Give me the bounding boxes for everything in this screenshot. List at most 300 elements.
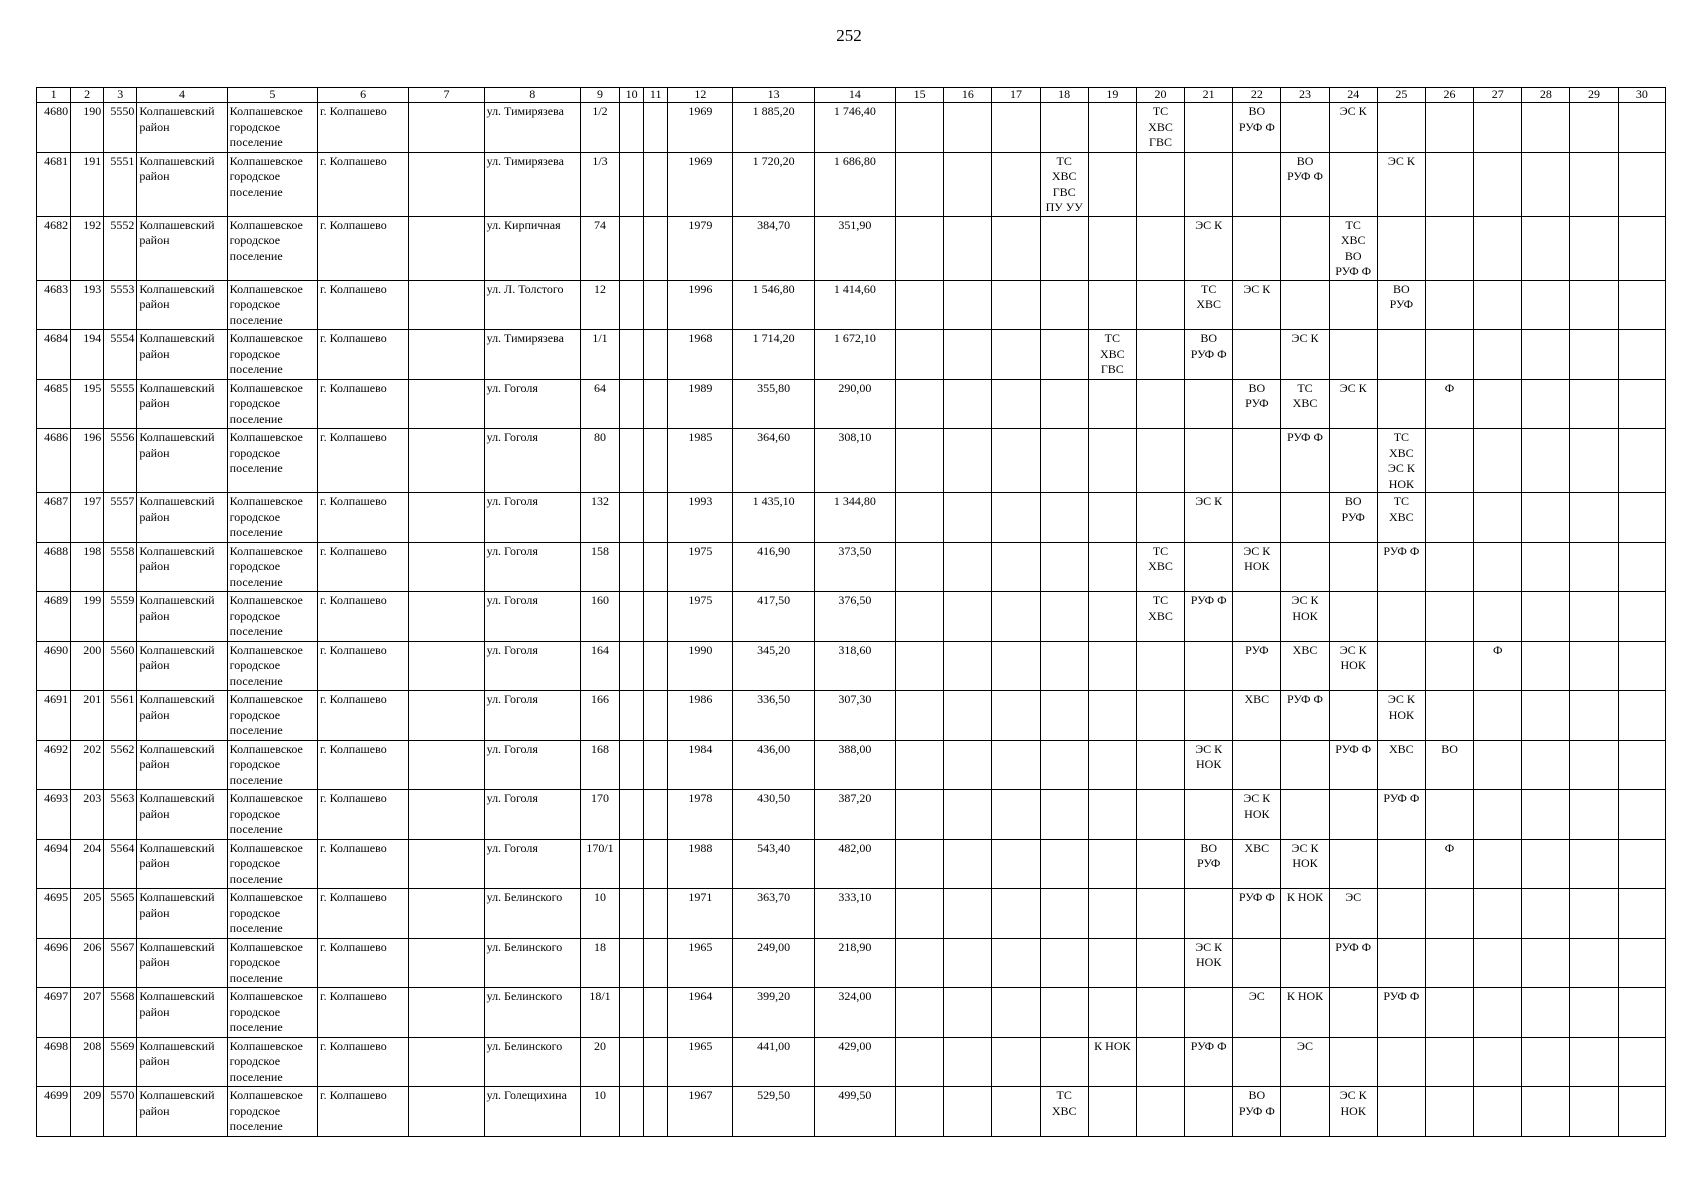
service-cell-col-25 (1377, 938, 1425, 988)
settlement-cell: Колпашевское городское поселение (227, 839, 317, 889)
service-cell-col-20: ТС ХВС (1136, 542, 1184, 592)
table-row (37, 839, 1666, 889)
column-header-17: 17 (992, 88, 1040, 103)
street-cell: ул. Гоголя (484, 429, 580, 493)
registry-id: 5565 (104, 889, 137, 939)
locality-cell: г. Колпашево (318, 691, 409, 741)
registry-id: 5556 (104, 429, 137, 493)
service-cell-col-24: ЭС К (1329, 103, 1377, 153)
locality-cell: г. Колпашево (318, 1087, 409, 1137)
table-row (37, 641, 1666, 691)
service-cell-col-19 (1088, 542, 1136, 592)
row-number: 4680 (37, 103, 71, 153)
service-cell-col-15 (896, 938, 944, 988)
empty-cell-11 (644, 641, 668, 691)
service-cell-col-20 (1136, 988, 1184, 1038)
living-area-cell: 318,60 (814, 641, 895, 691)
empty-cell-10 (620, 152, 644, 216)
service-cell-col-20 (1136, 152, 1184, 216)
settlement-cell: Колпашевское городское поселение (227, 938, 317, 988)
service-cell-col-18: ТС ХВС (1040, 1087, 1088, 1137)
service-cell-col-22: ЭС К НОК (1233, 542, 1281, 592)
service-cell-col-16 (944, 379, 992, 429)
service-cell-col-21 (1185, 152, 1233, 216)
empty-cell-10 (620, 691, 644, 741)
year-built-cell: 1968 (668, 330, 733, 380)
service-cell-col-29 (1570, 938, 1618, 988)
service-cell-col-25 (1377, 1037, 1425, 1087)
service-cell-col-17 (992, 493, 1040, 543)
service-cell-col-29 (1570, 988, 1618, 1038)
row-number: 4691 (37, 691, 71, 741)
year-built-cell: 1965 (668, 938, 733, 988)
empty-cell-10 (620, 542, 644, 592)
service-cell-col-24 (1329, 429, 1377, 493)
service-cell-col-30 (1618, 1087, 1665, 1137)
service-cell-col-20 (1136, 216, 1184, 280)
registry-id: 5563 (104, 790, 137, 840)
registry-id: 5555 (104, 379, 137, 429)
street-cell: ул. Тимирязева (484, 103, 580, 153)
empty-cell-7 (409, 839, 484, 889)
service-cell-col-29 (1570, 790, 1618, 840)
living-area-cell: 373,50 (814, 542, 895, 592)
district-cell: Колпашевский район (137, 152, 227, 216)
locality-cell: г. Колпашево (318, 592, 409, 642)
sub-number: 200 (71, 641, 104, 691)
sub-number: 191 (71, 152, 104, 216)
service-cell-col-26 (1425, 988, 1473, 1038)
service-cell-col-29 (1570, 330, 1618, 380)
service-cell-col-28 (1522, 493, 1570, 543)
total-area-cell: 436,00 (733, 740, 814, 790)
service-cell-col-29 (1570, 542, 1618, 592)
service-cell-col-23 (1281, 938, 1329, 988)
service-cell-col-19 (1088, 152, 1136, 216)
service-cell-col-19 (1088, 379, 1136, 429)
house-number-cell: 158 (580, 542, 619, 592)
house-number-cell: 170/1 (580, 839, 619, 889)
house-number-cell: 166 (580, 691, 619, 741)
empty-cell-7 (409, 429, 484, 493)
locality-cell: г. Колпашево (318, 938, 409, 988)
service-cell-col-30 (1618, 216, 1665, 280)
empty-cell-7 (409, 280, 484, 330)
house-number-cell: 132 (580, 493, 619, 543)
service-cell-col-24: ЭС К (1329, 379, 1377, 429)
row-number: 4687 (37, 493, 71, 543)
sub-number: 204 (71, 839, 104, 889)
row-number: 4683 (37, 280, 71, 330)
table-row (37, 938, 1666, 988)
service-cell-col-24: ЭС К НОК (1329, 1087, 1377, 1137)
service-cell-col-28 (1522, 1087, 1570, 1137)
service-cell-col-21 (1185, 379, 1233, 429)
living-area-cell: 429,00 (814, 1037, 895, 1087)
registry-id: 5569 (104, 1037, 137, 1087)
service-cell-col-24 (1329, 152, 1377, 216)
total-area-cell: 345,20 (733, 641, 814, 691)
service-cell-col-21: ВО РУФ (1185, 839, 1233, 889)
service-cell-col-17 (992, 988, 1040, 1038)
living-area-cell: 308,10 (814, 429, 895, 493)
service-cell-col-30 (1618, 592, 1665, 642)
service-cell-col-28 (1522, 1037, 1570, 1087)
service-cell-col-27 (1474, 493, 1522, 543)
sub-number: 209 (71, 1087, 104, 1137)
street-cell: ул. Гоголя (484, 839, 580, 889)
service-cell-col-25 (1377, 330, 1425, 380)
service-cell-col-15 (896, 542, 944, 592)
empty-cell-10 (620, 938, 644, 988)
service-cell-col-24: ЭС К НОК (1329, 641, 1377, 691)
service-cell-col-21 (1185, 1087, 1233, 1137)
service-cell-col-24: РУФ Ф (1329, 938, 1377, 988)
service-cell-col-29 (1570, 152, 1618, 216)
service-cell-col-30 (1618, 1037, 1665, 1087)
service-cell-col-15 (896, 691, 944, 741)
service-cell-col-18 (1040, 280, 1088, 330)
table-row (37, 280, 1666, 330)
empty-cell-7 (409, 542, 484, 592)
service-cell-col-28 (1522, 691, 1570, 741)
service-cell-col-15 (896, 839, 944, 889)
service-cell-col-25: ВО РУФ (1377, 280, 1425, 330)
service-cell-col-22: ЭС К (1233, 280, 1281, 330)
service-cell-col-23 (1281, 1087, 1329, 1137)
service-cell-col-21: РУФ Ф (1185, 1037, 1233, 1087)
living-area-cell: 388,00 (814, 740, 895, 790)
table-body (37, 103, 1666, 1137)
service-cell-col-28 (1522, 103, 1570, 153)
service-cell-col-16 (944, 103, 992, 153)
sub-number: 192 (71, 216, 104, 280)
empty-cell-10 (620, 889, 644, 939)
registry-id: 5557 (104, 493, 137, 543)
service-cell-col-16 (944, 152, 992, 216)
service-cell-col-19 (1088, 641, 1136, 691)
service-cell-col-19 (1088, 988, 1136, 1038)
locality-cell: г. Колпашево (318, 740, 409, 790)
total-area-cell: 416,90 (733, 542, 814, 592)
total-area-cell: 364,60 (733, 429, 814, 493)
service-cell-col-22: ВО РУФ Ф (1233, 1087, 1281, 1137)
year-built-cell: 1964 (668, 988, 733, 1038)
service-cell-col-19 (1088, 429, 1136, 493)
year-built-cell: 1984 (668, 740, 733, 790)
service-cell-col-28 (1522, 740, 1570, 790)
year-built-cell: 1979 (668, 216, 733, 280)
street-cell: ул. Гоголя (484, 740, 580, 790)
sub-number: 198 (71, 542, 104, 592)
service-cell-col-25: ХВС (1377, 740, 1425, 790)
service-cell-col-23: ЭС К НОК (1281, 592, 1329, 642)
service-cell-col-23: К НОК (1281, 889, 1329, 939)
service-cell-col-22 (1233, 152, 1281, 216)
service-cell-col-29 (1570, 839, 1618, 889)
service-cell-col-21: РУФ Ф (1185, 592, 1233, 642)
column-header-5: 5 (227, 88, 317, 103)
street-cell: ул. Л. Толстого (484, 280, 580, 330)
settlement-cell: Колпашевское городское поселение (227, 691, 317, 741)
living-area-cell: 1 686,80 (814, 152, 895, 216)
service-cell-col-23 (1281, 103, 1329, 153)
service-cell-col-25: ТС ХВС (1377, 493, 1425, 543)
service-cell-col-24 (1329, 988, 1377, 1038)
service-cell-col-15 (896, 988, 944, 1038)
service-cell-col-26: Ф (1425, 379, 1473, 429)
table-row (37, 691, 1666, 741)
column-header-12: 12 (668, 88, 733, 103)
column-header-21: 21 (1185, 88, 1233, 103)
empty-cell-10 (620, 280, 644, 330)
service-cell-col-24: РУФ Ф (1329, 740, 1377, 790)
service-cell-col-27 (1474, 839, 1522, 889)
registry-id: 5560 (104, 641, 137, 691)
row-number: 4681 (37, 152, 71, 216)
service-cell-col-16 (944, 641, 992, 691)
service-cell-col-17 (992, 542, 1040, 592)
service-cell-col-24 (1329, 542, 1377, 592)
street-cell: ул. Гоголя (484, 790, 580, 840)
service-cell-col-26 (1425, 493, 1473, 543)
column-header-4: 4 (137, 88, 227, 103)
service-cell-col-21: ТС ХВС (1185, 280, 1233, 330)
column-header-7: 7 (409, 88, 484, 103)
service-cell-col-22: ХВС (1233, 839, 1281, 889)
service-cell-col-16 (944, 1087, 992, 1137)
service-cell-col-27 (1474, 103, 1522, 153)
table-row (37, 1087, 1666, 1137)
empty-cell-10 (620, 592, 644, 642)
service-cell-col-26 (1425, 429, 1473, 493)
total-area-cell: 384,70 (733, 216, 814, 280)
settlement-cell: Колпашевское городское поселение (227, 1037, 317, 1087)
empty-cell-7 (409, 1037, 484, 1087)
service-cell-col-26 (1425, 152, 1473, 216)
service-cell-col-16 (944, 542, 992, 592)
page-number: 252 (836, 26, 862, 45)
service-cell-col-26 (1425, 542, 1473, 592)
service-cell-col-27 (1474, 216, 1522, 280)
street-cell: ул. Белинского (484, 938, 580, 988)
service-cell-col-29 (1570, 493, 1618, 543)
service-cell-col-21 (1185, 542, 1233, 592)
service-cell-col-21 (1185, 641, 1233, 691)
service-cell-col-19 (1088, 790, 1136, 840)
locality-cell: г. Колпашево (318, 988, 409, 1038)
column-number-header (37, 88, 1666, 103)
row-number: 4684 (37, 330, 71, 380)
empty-cell-11 (644, 280, 668, 330)
sub-number: 196 (71, 429, 104, 493)
service-cell-col-20 (1136, 1037, 1184, 1087)
service-cell-col-20 (1136, 938, 1184, 988)
service-cell-col-18 (1040, 938, 1088, 988)
total-area-cell: 399,20 (733, 988, 814, 1038)
service-cell-col-24 (1329, 691, 1377, 741)
service-cell-col-20 (1136, 790, 1184, 840)
service-cell-col-30 (1618, 988, 1665, 1038)
total-area-cell: 417,50 (733, 592, 814, 642)
house-number-cell: 12 (580, 280, 619, 330)
service-cell-col-30 (1618, 379, 1665, 429)
empty-cell-7 (409, 889, 484, 939)
district-cell: Колпашевский район (137, 691, 227, 741)
service-cell-col-25: ЭС К (1377, 152, 1425, 216)
service-cell-col-21: ЭС К (1185, 493, 1233, 543)
service-cell-col-16 (944, 216, 992, 280)
table-row (37, 889, 1666, 939)
service-cell-col-28 (1522, 379, 1570, 429)
year-built-cell: 1993 (668, 493, 733, 543)
service-cell-col-30 (1618, 280, 1665, 330)
living-area-cell: 482,00 (814, 839, 895, 889)
empty-cell-11 (644, 988, 668, 1038)
service-cell-col-15 (896, 103, 944, 153)
house-number-cell: 1/2 (580, 103, 619, 153)
empty-cell-11 (644, 790, 668, 840)
service-cell-col-28 (1522, 280, 1570, 330)
living-area-cell: 1 746,40 (814, 103, 895, 153)
row-number: 4698 (37, 1037, 71, 1087)
service-cell-col-29 (1570, 429, 1618, 493)
service-cell-col-19 (1088, 493, 1136, 543)
year-built-cell: 1990 (668, 641, 733, 691)
service-cell-col-21: ЭС К (1185, 216, 1233, 280)
service-cell-col-18 (1040, 103, 1088, 153)
registry-id: 5559 (104, 592, 137, 642)
service-cell-col-19: К НОК (1088, 1037, 1136, 1087)
empty-cell-11 (644, 429, 668, 493)
living-area-cell: 1 344,80 (814, 493, 895, 543)
sub-number: 195 (71, 379, 104, 429)
locality-cell: г. Колпашево (318, 641, 409, 691)
table-row (37, 379, 1666, 429)
service-cell-col-28 (1522, 641, 1570, 691)
street-cell: ул. Кирпичная (484, 216, 580, 280)
service-cell-col-18 (1040, 988, 1088, 1038)
service-cell-col-25 (1377, 592, 1425, 642)
house-number-cell: 74 (580, 216, 619, 280)
table-row (37, 493, 1666, 543)
column-header-3: 3 (104, 88, 137, 103)
service-cell-col-28 (1522, 988, 1570, 1038)
empty-cell-7 (409, 330, 484, 380)
service-cell-col-28 (1522, 790, 1570, 840)
service-cell-col-27 (1474, 592, 1522, 642)
empty-cell-10 (620, 493, 644, 543)
empty-cell-7 (409, 152, 484, 216)
service-cell-col-15 (896, 379, 944, 429)
service-cell-col-25 (1377, 1087, 1425, 1137)
service-cell-col-20 (1136, 889, 1184, 939)
service-cell-col-25: ЭС К НОК (1377, 691, 1425, 741)
total-area-cell: 1 546,80 (733, 280, 814, 330)
column-header-30: 30 (1618, 88, 1665, 103)
registry-id: 5558 (104, 542, 137, 592)
empty-cell-7 (409, 691, 484, 741)
service-cell-col-15 (896, 1087, 944, 1137)
service-cell-col-16 (944, 280, 992, 330)
column-header-20: 20 (1136, 88, 1184, 103)
row-number: 4682 (37, 216, 71, 280)
settlement-cell: Колпашевское городское поселение (227, 379, 317, 429)
service-cell-col-23: ТС ХВС (1281, 379, 1329, 429)
service-cell-col-30 (1618, 938, 1665, 988)
service-cell-col-27 (1474, 1087, 1522, 1137)
service-cell-col-22 (1233, 493, 1281, 543)
empty-cell-7 (409, 592, 484, 642)
service-cell-col-29 (1570, 103, 1618, 153)
total-area-cell: 529,50 (733, 1087, 814, 1137)
empty-cell-10 (620, 988, 644, 1038)
empty-cell-10 (620, 216, 644, 280)
service-cell-col-17 (992, 216, 1040, 280)
service-cell-col-19 (1088, 938, 1136, 988)
service-cell-col-23 (1281, 493, 1329, 543)
district-cell: Колпашевский район (137, 280, 227, 330)
house-number-cell: 18/1 (580, 988, 619, 1038)
living-area-cell: 499,50 (814, 1087, 895, 1137)
locality-cell: г. Колпашево (318, 429, 409, 493)
housing-registry-table (36, 87, 1666, 1137)
service-cell-col-23 (1281, 740, 1329, 790)
service-cell-col-25: РУФ Ф (1377, 542, 1425, 592)
row-number: 4694 (37, 839, 71, 889)
column-header-28: 28 (1522, 88, 1570, 103)
table-row (37, 988, 1666, 1038)
year-built-cell: 1969 (668, 152, 733, 216)
service-cell-col-18 (1040, 429, 1088, 493)
column-header-6: 6 (318, 88, 409, 103)
column-header-11: 11 (644, 88, 668, 103)
service-cell-col-23 (1281, 790, 1329, 840)
service-cell-col-24 (1329, 330, 1377, 380)
service-cell-col-28 (1522, 429, 1570, 493)
service-cell-col-22 (1233, 740, 1281, 790)
service-cell-col-28 (1522, 152, 1570, 216)
district-cell: Колпашевский район (137, 641, 227, 691)
settlement-cell: Колпашевское городское поселение (227, 889, 317, 939)
column-header-10: 10 (620, 88, 644, 103)
column-header-1: 1 (37, 88, 71, 103)
total-area-cell: 249,00 (733, 938, 814, 988)
service-cell-col-23: ЭС К НОК (1281, 839, 1329, 889)
year-built-cell: 1989 (668, 379, 733, 429)
service-cell-col-21: ЭС К НОК (1185, 938, 1233, 988)
table-row (37, 429, 1666, 493)
empty-cell-7 (409, 790, 484, 840)
service-cell-col-16 (944, 429, 992, 493)
empty-cell-7 (409, 216, 484, 280)
service-cell-col-15 (896, 493, 944, 543)
service-cell-col-30 (1618, 330, 1665, 380)
service-cell-col-16 (944, 839, 992, 889)
settlement-cell: Колпашевское городское поселение (227, 592, 317, 642)
service-cell-col-24: ЭС (1329, 889, 1377, 939)
living-area-cell: 307,30 (814, 691, 895, 741)
row-number: 4692 (37, 740, 71, 790)
service-cell-col-27: Ф (1474, 641, 1522, 691)
service-cell-col-17 (992, 592, 1040, 642)
service-cell-col-27 (1474, 429, 1522, 493)
service-cell-col-29 (1570, 889, 1618, 939)
table-row (37, 740, 1666, 790)
registry-id: 5553 (104, 280, 137, 330)
column-header-15: 15 (896, 88, 944, 103)
service-cell-col-24: ВО РУФ (1329, 493, 1377, 543)
